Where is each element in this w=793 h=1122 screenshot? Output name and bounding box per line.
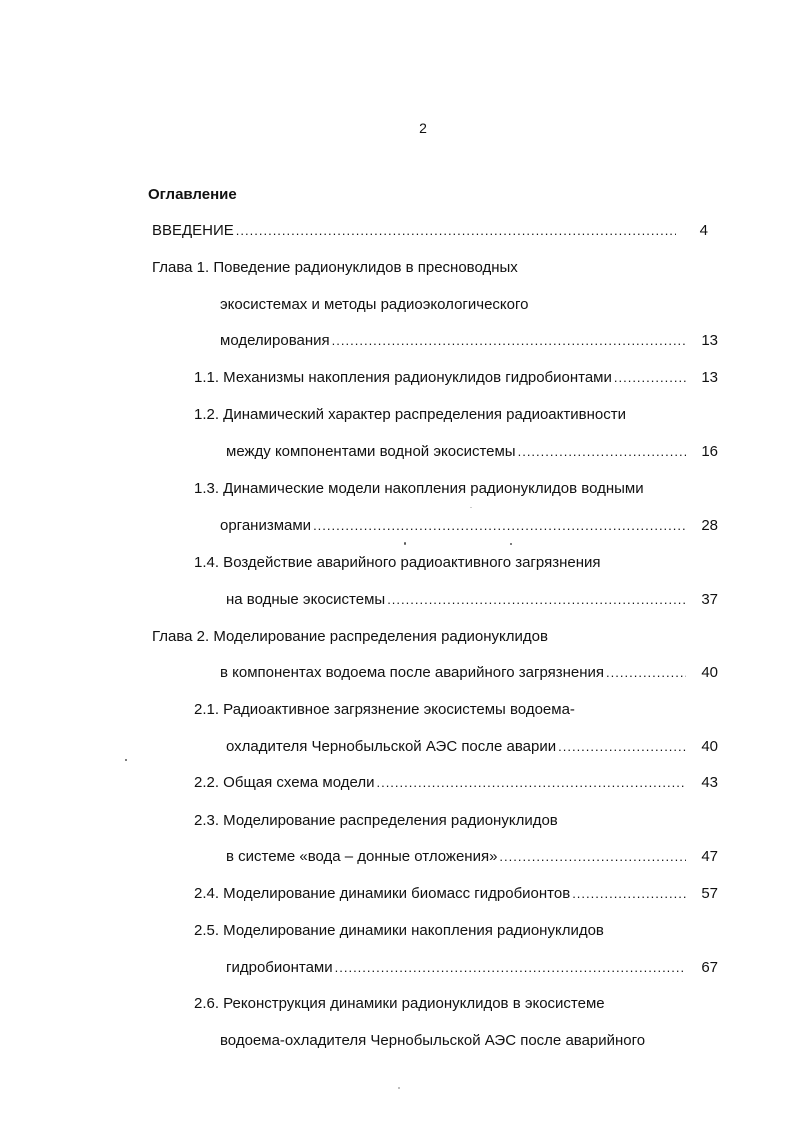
toc-leader-dots — [614, 367, 686, 389]
toc-section-2-6-line1: 2.6. Реконструкция динамики радионуклидов в экосистеме — [194, 995, 605, 1012]
toc-leader-dots — [376, 772, 686, 794]
toc-entry-page: 57 — [701, 885, 718, 902]
toc-section-2-1-line1: 2.1. Радиоактивное загрязнение экосистемы водоема- — [194, 701, 575, 718]
toc-chapter-2-line2: в компонентах водоема после аварийного загрязнения ..... 40 — [220, 662, 718, 684]
toc-entry-page: 67 — [701, 959, 718, 976]
toc-section-1-2-line1: 1.2. Динамический характер распределения радиоактивности — [194, 406, 626, 423]
scan-speck — [470, 507, 472, 508]
toc-leader-dots — [387, 589, 686, 611]
scan-speck — [398, 1087, 400, 1089]
toc-section-2-5-line2: гидробионтами ..... 67 — [226, 957, 718, 979]
toc-leader-dots — [572, 883, 686, 905]
scan-speck — [125, 759, 127, 761]
toc-leader-dots — [332, 330, 686, 352]
toc-section-2-1-line2: охладителя Чернобыльской АЭС после аварии ..... 40 — [226, 736, 718, 758]
toc-section-1-4-line2: на водные экосистемы ..... 37 — [226, 589, 718, 611]
toc-section-2-3-line2: в системе «вода – донные отложения» ..... 47 — [226, 846, 718, 868]
toc-entry-page: 13 — [701, 369, 718, 386]
toc-entry-intro — [152, 220, 708, 242]
toc-entry-page: 13 — [701, 332, 718, 349]
toc-entry-label: ВВЕДЕНИЕ — [152, 222, 234, 239]
toc-section-1-2-line2: между компонентами водной экосистемы ..... 16 — [226, 441, 718, 463]
toc-leader-dots — [335, 957, 686, 979]
toc-chapter-1-line3: моделирования ..... 13 — [220, 330, 718, 352]
toc-section-1-1: 1.1. Механизмы накопления радионуклидов гидробионтами ..... 13 — [194, 367, 718, 389]
toc-leader-dots — [236, 220, 676, 242]
scan-speck — [404, 542, 406, 545]
toc-entry-page: 40 — [701, 738, 718, 755]
toc-section-2-6-line2: водоема-охладителя Чернобыльской АЭС после аварийного — [220, 1032, 646, 1049]
toc-section-1-4-line1: 1.4. Воздействие аварийного радиоактивного загрязнения — [194, 554, 601, 571]
toc-section-2-2: 2.2. Общая схема модели ..... 43 — [194, 772, 718, 794]
toc-section-1-3-line2: организмами ..... 28 — [220, 515, 718, 537]
toc-chapter-1-line1: Глава 1. Поведение радионуклидов в пресноводных — [152, 259, 518, 276]
page-number: 2 — [419, 120, 427, 136]
toc-leader-dots — [313, 515, 686, 537]
toc-section-2-3-line1: 2.3. Моделирование распределения радионуклидов — [194, 812, 558, 829]
toc-entry-page: 16 — [701, 443, 718, 460]
toc-entry-page: 37 — [701, 591, 718, 608]
toc-entry-page: 40 — [701, 664, 718, 681]
toc-leader-dots — [499, 846, 686, 868]
toc-leader-dots — [558, 736, 686, 758]
toc-entry-page: 4 — [699, 222, 708, 239]
toc-leader-dots — [518, 441, 686, 463]
toc-entry-page: 28 — [701, 517, 718, 534]
toc-leader-dots — [606, 662, 686, 684]
toc-section-2-5-line1: 2.5. Моделирование динамики накопления радионуклидов — [194, 922, 604, 939]
toc-chapter-2-line1: Глава 2. Моделирование распределения радионуклидов — [152, 628, 548, 645]
toc-section-2-4: 2.4. Моделирование динамики биомасс гидробионтов ..... 57 — [194, 883, 718, 905]
scan-speck — [510, 543, 512, 545]
toc-entry-page: 43 — [701, 774, 718, 791]
toc-heading: Оглавление — [148, 186, 237, 203]
toc-chapter-1-line2: экосистемах и методы радиоэкологического — [220, 296, 529, 313]
toc-section-1-3-line1: 1.3. Динамические модели накопления радионуклидов водными — [194, 480, 644, 497]
toc-entry-page: 47 — [701, 848, 718, 865]
